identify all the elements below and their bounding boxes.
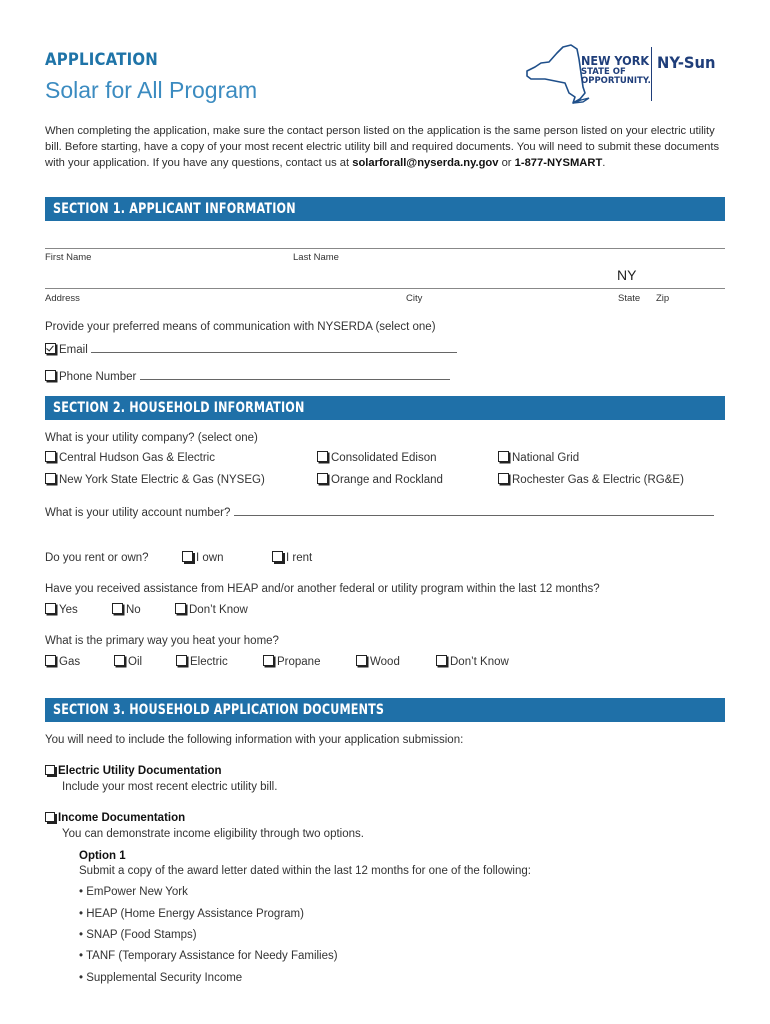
name-field-line bbox=[45, 248, 725, 249]
nys-nysun-logo bbox=[525, 43, 730, 105]
checkbox[interactable] bbox=[45, 451, 56, 462]
heap-option-yes[interactable] bbox=[45, 604, 78, 616]
last-name-label: Last Name bbox=[293, 252, 339, 263]
zip-label: Zip bbox=[656, 293, 670, 304]
account-number-input[interactable] bbox=[234, 505, 714, 516]
checkbox[interactable] bbox=[498, 473, 509, 484]
option-label: Gas bbox=[59, 656, 81, 668]
logo-opportunity: OPPORTUNITY. bbox=[581, 76, 651, 86]
intro-text: When completing the application, make sure the contact person listed on the application is the same person listed on your electric utility bill. Before starting, have a copy of your most recent electric utility bill and required documents. You will need to submit these documents with your application. If you have any questions, contact us at bbox=[45, 125, 720, 170]
checkbox[interactable] bbox=[176, 655, 187, 666]
utility-option-national-grid[interactable] bbox=[498, 452, 579, 464]
email-checkbox[interactable] bbox=[45, 343, 56, 354]
option-label: Propane bbox=[277, 656, 321, 668]
checkbox[interactable] bbox=[45, 603, 56, 614]
heap-option-dont-know[interactable] bbox=[175, 604, 248, 616]
account-number-question: What is your utility account number? bbox=[45, 507, 231, 519]
zip-input[interactable] bbox=[656, 268, 724, 288]
checkbox[interactable] bbox=[175, 603, 186, 614]
option-1-description: Submit a copy of the award letter dated within the last 12 months for one of the following: bbox=[79, 865, 531, 877]
option-label: Don’t Know bbox=[189, 604, 248, 616]
checkbox[interactable] bbox=[498, 451, 509, 462]
logo-state-of: STATE OF bbox=[581, 67, 626, 77]
intro-end: . bbox=[602, 157, 606, 170]
option-label: Electric bbox=[190, 656, 228, 668]
city-label: City bbox=[406, 293, 423, 304]
own-option[interactable] bbox=[182, 552, 224, 564]
checkbox[interactable] bbox=[112, 603, 123, 614]
option-label: No bbox=[126, 604, 141, 616]
first-name-label: First Name bbox=[45, 252, 92, 263]
doc-utility-item bbox=[45, 765, 222, 777]
documents-intro: You will need to include the following information with your application submission: bbox=[45, 734, 464, 746]
checkbox[interactable] bbox=[436, 655, 447, 666]
section-1-title: SECTION 1. APPLICANT INFORMATION bbox=[53, 201, 296, 217]
option-label: Don’t Know bbox=[450, 656, 509, 668]
option-1-item: • TANF (Temporary Assistance for Needy Families) bbox=[79, 950, 338, 962]
heap-question: Have you received assistance from HEAP and/or another federal or utility program within the last 12 months? bbox=[45, 583, 600, 595]
checkbox[interactable] bbox=[317, 473, 328, 484]
own-checkbox[interactable] bbox=[182, 551, 193, 562]
utility-option-con-ed[interactable] bbox=[317, 452, 437, 464]
utility-label: National Grid bbox=[512, 452, 580, 464]
last-name-input[interactable] bbox=[293, 228, 723, 248]
rent-checkbox[interactable] bbox=[272, 551, 283, 562]
address-label: Address bbox=[45, 293, 80, 304]
checkbox[interactable] bbox=[356, 655, 367, 666]
utility-label: Orange and Rockland bbox=[331, 474, 443, 486]
communication-question: Provide your preferred means of communication with NYSERDA (select one) bbox=[45, 321, 436, 333]
rent-option[interactable] bbox=[272, 552, 312, 564]
heat-option-dont-know[interactable] bbox=[436, 656, 509, 668]
section-2-title: SECTION 2. HOUSEHOLD INFORMATION bbox=[53, 400, 305, 416]
doc-income-title: Income Documentation bbox=[58, 812, 186, 824]
doc-income-checkbox-icon bbox=[45, 812, 55, 822]
contact-phone: 1-877-NYSMART bbox=[514, 157, 603, 170]
utility-label: Rochester Gas & Electric (RG&E) bbox=[512, 474, 684, 486]
option-1-item: • HEAP (Home Energy Assistance Program) bbox=[79, 908, 304, 920]
checkbox[interactable] bbox=[45, 473, 56, 484]
heat-option-gas[interactable] bbox=[45, 656, 80, 668]
section-3-title: SECTION 3. HOUSEHOLD APPLICATION DOCUMENTS bbox=[53, 702, 385, 718]
section-1-header bbox=[45, 197, 725, 221]
checkbox[interactable] bbox=[45, 655, 56, 666]
heap-option-no[interactable] bbox=[112, 604, 141, 616]
utility-label: Central Hudson Gas & Electric bbox=[59, 452, 215, 464]
logo-new-york: NEW YORK bbox=[581, 53, 650, 68]
own-label: I own bbox=[196, 552, 224, 564]
email-option-label: Email bbox=[59, 344, 88, 356]
utility-option-central-hudson[interactable] bbox=[45, 452, 215, 464]
heat-option-electric[interactable] bbox=[176, 656, 228, 668]
first-name-input[interactable] bbox=[45, 228, 290, 248]
utility-question: What is your utility company? (select one) bbox=[45, 432, 258, 444]
option-label: Oil bbox=[128, 656, 143, 668]
logo-divider bbox=[651, 47, 652, 101]
section-2-header bbox=[45, 396, 725, 420]
utility-option-orange-rockland[interactable] bbox=[317, 474, 443, 486]
phone-option-label: Phone Number bbox=[59, 371, 137, 383]
email-input-line[interactable] bbox=[91, 342, 457, 353]
address-input[interactable] bbox=[45, 268, 400, 288]
state-value[interactable]: NY bbox=[617, 267, 637, 283]
program-title: Solar for All Program bbox=[45, 77, 258, 103]
intro-or: or bbox=[498, 157, 515, 170]
heat-option-wood[interactable] bbox=[356, 656, 400, 668]
rent-own-question: Do you rent or own? bbox=[45, 552, 149, 564]
doc-utility-checkbox-icon bbox=[45, 765, 55, 775]
rent-label: I rent bbox=[286, 552, 313, 564]
logo-ny-sun: NY-Sun bbox=[657, 53, 716, 72]
address-field-line bbox=[45, 288, 725, 289]
doc-utility-description: Include your most recent electric utility bill. bbox=[62, 781, 278, 793]
phone-input-line[interactable] bbox=[140, 369, 450, 380]
option-1-item: • EmPower New York bbox=[79, 886, 188, 898]
phone-checkbox[interactable] bbox=[45, 370, 56, 381]
section-3-header bbox=[45, 698, 725, 722]
form-title: APPLICATION bbox=[45, 50, 158, 70]
heat-question: What is the primary way you heat your home? bbox=[45, 635, 279, 647]
heat-option-oil[interactable] bbox=[114, 656, 142, 668]
checkbox[interactable] bbox=[263, 655, 274, 666]
doc-income-item bbox=[45, 812, 185, 824]
contact-email-link[interactable]: solarforall@nyserda.ny.gov bbox=[352, 157, 499, 170]
utility-label: New York State Electric & Gas (NYSEG) bbox=[59, 474, 265, 486]
city-input[interactable] bbox=[406, 268, 611, 288]
heat-option-propane[interactable] bbox=[263, 656, 320, 668]
option-1-item: • SNAP (Food Stamps) bbox=[79, 929, 197, 941]
email-option[interactable] bbox=[45, 342, 457, 356]
phone-option[interactable] bbox=[45, 369, 450, 383]
option-1-title: Option 1 bbox=[79, 850, 126, 862]
checkbox[interactable] bbox=[114, 655, 125, 666]
intro-paragraph bbox=[45, 123, 725, 172]
checkbox[interactable] bbox=[317, 451, 328, 462]
utility-option-rge[interactable] bbox=[498, 474, 684, 486]
account-number-row bbox=[45, 505, 714, 519]
option-1-item: • Supplemental Security Income bbox=[79, 972, 243, 984]
doc-income-description: You can demonstrate income eligibility through two options. bbox=[62, 828, 364, 840]
utility-option-nyseg[interactable] bbox=[45, 474, 265, 486]
option-label: Wood bbox=[370, 656, 400, 668]
state-label: State bbox=[618, 293, 641, 304]
doc-utility-title: Electric Utility Documentation bbox=[58, 765, 222, 777]
utility-label: Consolidated Edison bbox=[331, 452, 437, 464]
option-label: Yes bbox=[59, 604, 78, 616]
